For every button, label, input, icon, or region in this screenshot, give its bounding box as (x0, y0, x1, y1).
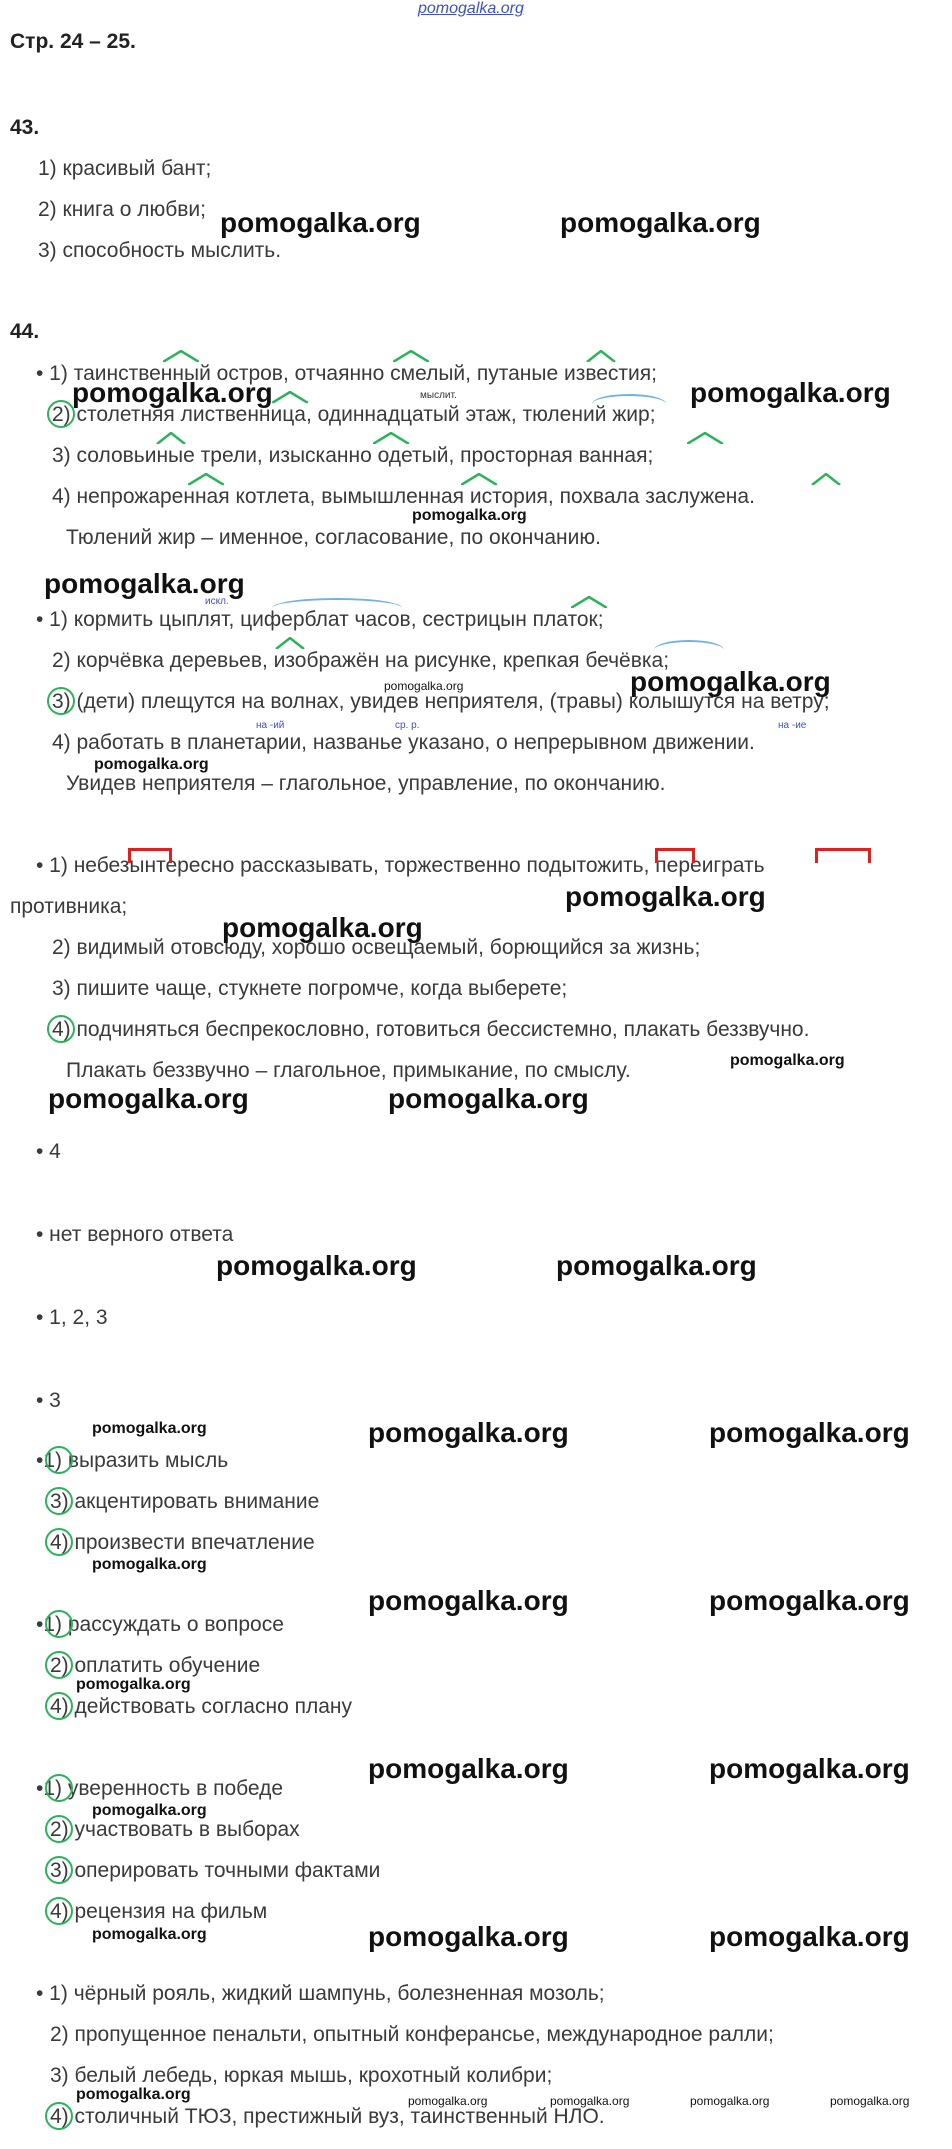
watermark: pomogalka.org (412, 507, 527, 524)
watermark: pomogalka.org (560, 207, 761, 238)
ex44-number: 44. (10, 320, 40, 343)
watermark: pomogalka.org (222, 912, 423, 943)
ex43-item-1: 1) красивый бант; (38, 157, 212, 180)
arc-mark (592, 394, 666, 414)
answer-circle (45, 1897, 73, 1925)
watermark: pomogalka.org (630, 666, 831, 697)
watermark: pomogalka.org (72, 377, 273, 408)
answer-circle (45, 1856, 73, 1884)
b4-line-2: 2) пропущенное пенальти, опытный конферансье, международное ралли; (50, 2023, 774, 2046)
b4-line-3: 3) белый лебедь, юркая мышь, крохотный колибри; (50, 2064, 553, 2087)
watermark: pomogalka.org (92, 1556, 207, 1573)
answer-circle (45, 1815, 73, 1843)
watermark: pomogalka.org (368, 1753, 569, 1784)
answer-circle (45, 1610, 73, 1638)
g3-line-3: 3) оперировать точными фактами (50, 1859, 381, 1882)
watermark: pomogalka.org (368, 1921, 569, 1952)
b3-line-4: 3) пишите чаще, стукнете погромче, когда выберете; (52, 977, 568, 1000)
b3-line-3: 2) видимый отовсюду, хорошо освещаемый, борющийся за жизнь; (52, 936, 701, 959)
b1-line-2: 2) столетняя лиственница, одиннадцатый этаж, тюлений жир; (52, 403, 656, 426)
site-link-top[interactable]: pomogalka.org (418, 0, 524, 17)
g3-line-2: 2) участвовать в выборах (50, 1818, 300, 1841)
watermark: pomogalka.org (92, 1420, 207, 1437)
arc-mark (654, 640, 724, 660)
hat-mark (808, 473, 844, 485)
b1-note: Тюлений жир – именное, согласование, по окончанию. (66, 526, 601, 549)
b2-line-2: 2) корчёвка деревьев, изображён на рисунке, крепкая бечёвка; (52, 649, 670, 672)
watermark: pomogalka.org (690, 377, 891, 408)
b4-line-1: • 1) чёрный рояль, жидкий шампунь, болезненная мозоль; (36, 1982, 605, 2005)
g2-line-2: 2) оплатить обучение (50, 1654, 261, 1677)
tiny-label: на -ие (778, 720, 807, 731)
watermark: pomogalka.org (830, 2094, 910, 2108)
answer-circle (47, 1015, 75, 1043)
b2-line-3: 3) (дети) плещутся на волнах, увидев неприятеля, (травы) колышутся на ветру; (52, 690, 830, 713)
red-bracket (655, 848, 695, 863)
b3-line-1: • 1) небезынтересно рассказывать, торжественно подытожить, переиграть (36, 854, 765, 877)
b4-line-4: 4) столичный ТЮЗ, престижный вуз, таинственный НЛО. (50, 2105, 605, 2128)
hat-mark (393, 350, 429, 362)
hat-mark (272, 637, 308, 649)
hat-mark (163, 350, 199, 362)
hat-mark (373, 432, 409, 444)
hat-mark (188, 473, 224, 485)
b2-line-4: 4) работать в планетарии, названье указано, о непрерывном движении. (52, 731, 755, 754)
g1-line-1: •1) выразить мысль (36, 1449, 229, 1472)
watermark: pomogalka.org (368, 1585, 569, 1616)
watermark: pomogalka.org (48, 1083, 249, 1114)
hat-mark (571, 596, 607, 608)
tiny-label: ср. р. (395, 720, 420, 731)
answer-3: • 1, 2, 3 (36, 1306, 108, 1329)
watermark: pomogalka.org (550, 2094, 630, 2108)
watermark: pomogalka.org (92, 1802, 207, 1819)
watermark: pomogalka.org (709, 1921, 910, 1952)
red-bracket (815, 848, 871, 863)
tiny-label: мыслит. (420, 390, 457, 401)
watermark: pomogalka.org (216, 1250, 417, 1281)
answer-circle (45, 2102, 73, 2130)
b2-line-1: • 1) кормить цыплят, циферблат часов, сестрицын платок; (36, 608, 604, 631)
g2-line-3: 4) действовать согласно плану (50, 1695, 352, 1718)
watermark: pomogalka.org (709, 1753, 910, 1784)
b1-line-3: 3) соловьиные трели, изысканно одетый, просторная ванная; (52, 444, 654, 467)
ex43-item-2: 2) книга о любви; (38, 198, 206, 221)
ex43-item-3: 3) способность мыслить. (38, 239, 282, 262)
hat-mark (153, 432, 189, 444)
red-bracket (128, 848, 172, 863)
answer-circle (45, 1774, 73, 1802)
g1-line-3: 4) произвести впечатление (50, 1531, 315, 1554)
tiny-label: искл. (205, 596, 229, 607)
ex43-number: 43. (10, 116, 40, 139)
watermark: pomogalka.org (388, 1083, 589, 1114)
b1-line-4: 4) непрожаренная котлета, вымышленная история, похвала заслужена. (52, 485, 755, 508)
hat-mark (272, 391, 308, 403)
g2-line-1: •1) рассуждать о вопросе (36, 1613, 284, 1636)
answer-circle (45, 1651, 73, 1679)
answer-4: • 3 (36, 1389, 61, 1412)
watermark: pomogalka.org (384, 679, 464, 693)
watermark: pomogalka.org (709, 1417, 910, 1448)
answer-circle (47, 687, 75, 715)
answer-circle (45, 1487, 73, 1515)
watermark: pomogalka.org (565, 881, 766, 912)
answer-circle (45, 1446, 73, 1474)
watermark: pomogalka.org (94, 756, 209, 773)
watermark: pomogalka.org (220, 207, 421, 238)
watermark: pomogalka.org (709, 1585, 910, 1616)
answer-1: • 4 (36, 1140, 61, 1163)
answer-circle (47, 400, 75, 428)
g1-line-2: 3) акцентировать внимание (50, 1490, 320, 1513)
hat-mark (687, 432, 723, 444)
b1-line-1: • 1) таинственный остров, отчаянно смелый, путаные известия; (36, 362, 657, 385)
watermark: pomogalka.org (730, 1052, 845, 1069)
watermark: pomogalka.org (556, 1250, 757, 1281)
watermark: pomogalka.org (690, 2094, 770, 2108)
hat-mark (461, 473, 497, 485)
arc-mark (272, 598, 402, 618)
answer-circle (45, 1528, 73, 1556)
b3-line-2: противника; (10, 895, 128, 918)
watermark: pomogalka.org (368, 1417, 569, 1448)
page-header: Стр. 24 – 25. (10, 30, 136, 53)
watermark: pomogalka.org (44, 568, 245, 599)
tiny-label: на -ий (256, 720, 285, 731)
watermark: pomogalka.org (76, 2086, 191, 2103)
g3-line-4: 4) рецензия на фильм (50, 1900, 268, 1923)
answer-2: • нет верного ответа (36, 1223, 234, 1246)
b3-note: Плакать беззвучно – глагольное, примыкание, по смыслу. (66, 1059, 631, 1082)
hat-mark (583, 350, 619, 362)
watermark: pomogalka.org (76, 1676, 191, 1693)
g3-line-1: •1) уверенность в победе (36, 1777, 284, 1800)
watermark: pomogalka.org (92, 1926, 207, 1943)
b3-line-5: 4) подчиняться беспрекословно, готовиться бессистемно, плакать беззвучно. (52, 1018, 810, 1041)
watermark: pomogalka.org (408, 2094, 488, 2108)
answer-circle (45, 1692, 73, 1720)
b2-note: Увидев неприятеля – глагольное, управление, по окончанию. (66, 772, 666, 795)
